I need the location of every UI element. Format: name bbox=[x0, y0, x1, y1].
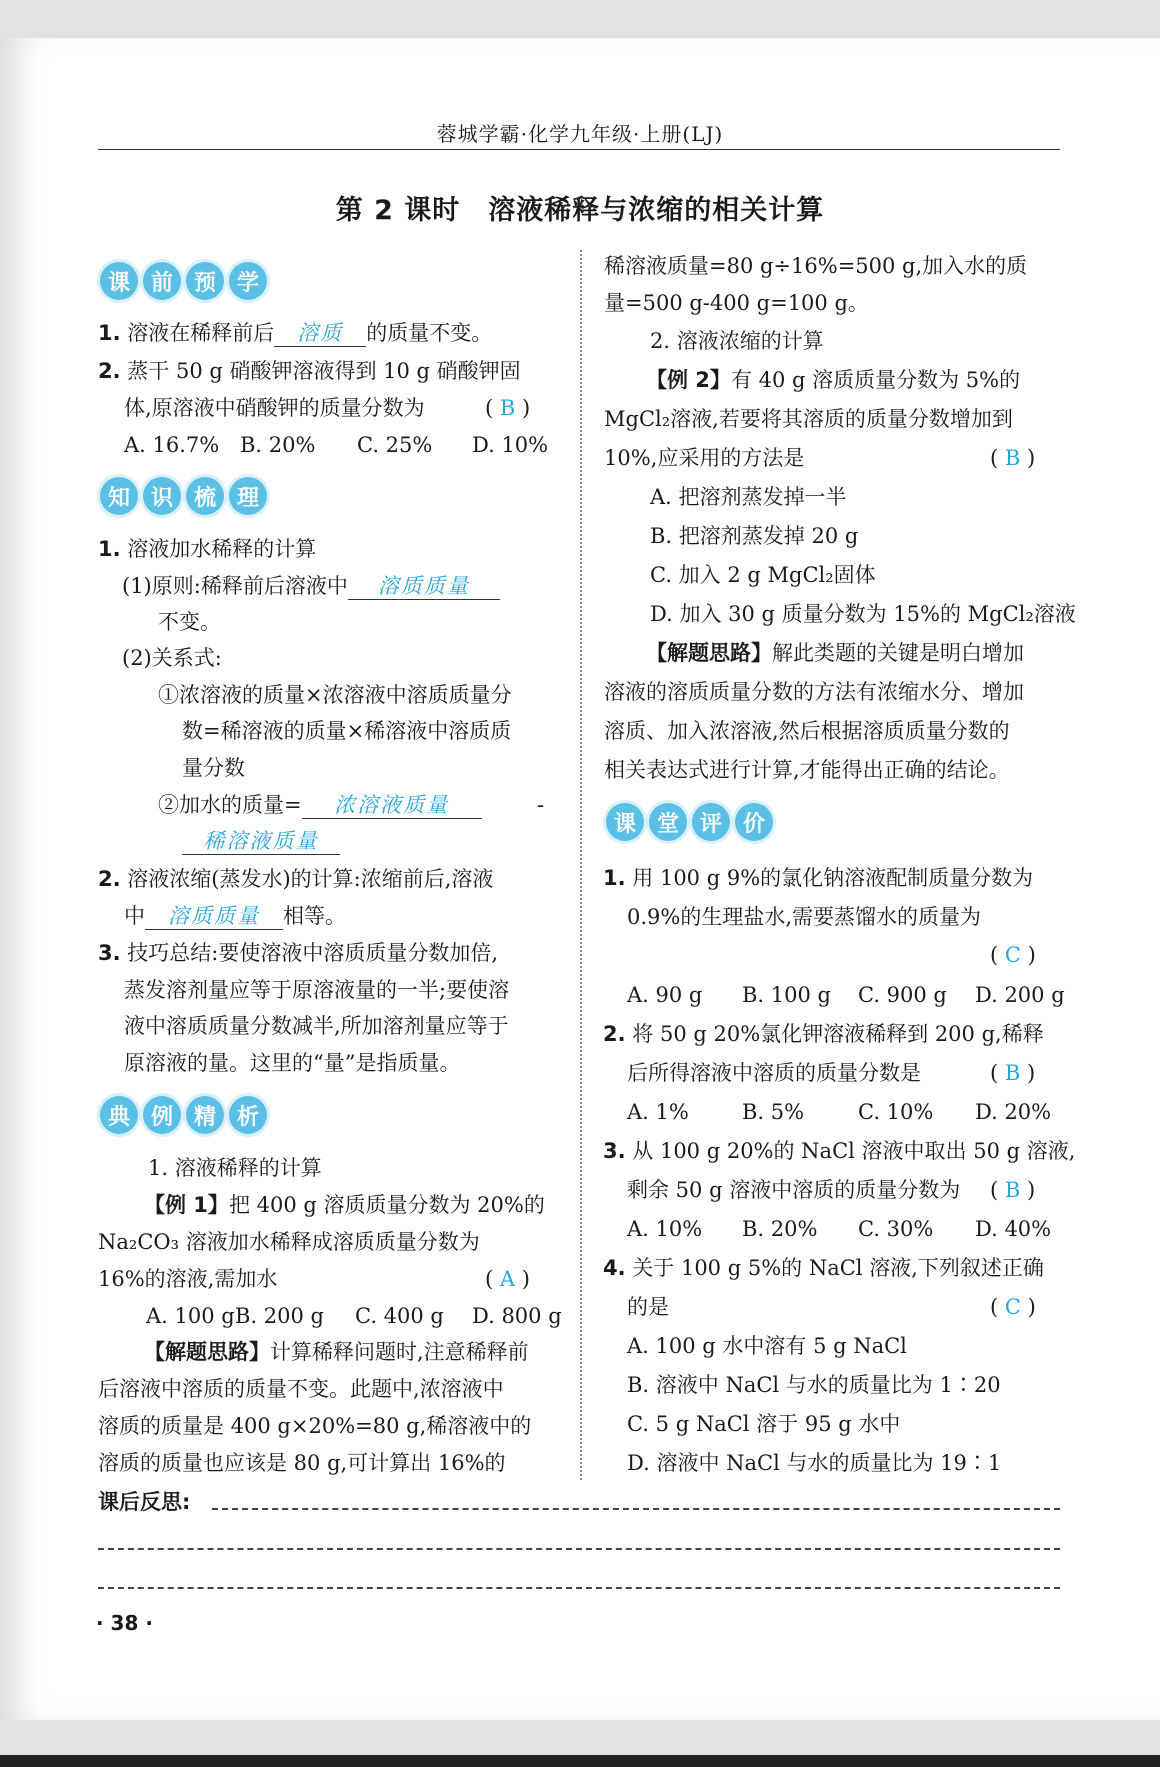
point-text: 蒸发溶剂量应等于原溶液量的一半;要使溶 bbox=[124, 978, 510, 1002]
knowledge-1a bbox=[122, 573, 500, 600]
option-c: C. 30% bbox=[858, 1217, 934, 1241]
question-text: 用 100 g 9%的氯化钠溶液配制质量分数为 bbox=[632, 866, 1034, 890]
badge-char: 课 bbox=[606, 803, 644, 841]
point-text: 溶液浓缩(蒸发水)的计算:浓缩前后,溶液 bbox=[127, 867, 494, 891]
badge-char: 知 bbox=[100, 477, 138, 515]
option-b: B. 把溶剂蒸发掉 20 g bbox=[650, 524, 859, 548]
column-divider bbox=[580, 250, 582, 1480]
example-text: 有 40 g 溶质质量分数为 5%的 bbox=[730, 368, 1021, 392]
option-b: B. 200 g bbox=[235, 1304, 324, 1328]
question-text: 的质量不变。 bbox=[366, 321, 493, 345]
lesson-title: 第 2 课时 溶液稀释与浓缩的相关计算 bbox=[335, 195, 825, 226]
option-a: A. 1% bbox=[627, 1100, 689, 1124]
paren: ) bbox=[522, 396, 531, 420]
solution-text: 溶质的质量是 400 g×20%=80 g,稀溶液中的 bbox=[98, 1414, 532, 1438]
badge-char: 课 bbox=[100, 262, 138, 300]
question-text: 后所得溶液中溶质的质量分数是 bbox=[627, 1061, 921, 1085]
formula-2-line2 bbox=[182, 828, 340, 855]
option-b: B. 20% bbox=[742, 1217, 818, 1241]
point-text: 技巧总结:要使溶液中溶质质量分数加倍, bbox=[127, 941, 499, 965]
point-text: 原溶液的量。这里的“量”是指质量。 bbox=[124, 1051, 461, 1075]
question-text: 蒸干 50 g 硝酸钾溶液得到 10 g 硝酸钾固 bbox=[127, 359, 521, 383]
badge-char: 析 bbox=[229, 1096, 267, 1134]
preview-q2-answer bbox=[485, 395, 530, 421]
question-text: 溶液在稀释前后 bbox=[127, 321, 275, 345]
solution-text: 后溶液中溶质的质量不变。此题中,浓溶液中 bbox=[98, 1377, 504, 1401]
option-c: C. 900 g bbox=[858, 983, 947, 1007]
option-a: A. 100 g 水中溶有 5 g NaCl bbox=[627, 1334, 907, 1358]
answer-blank: 浓溶液质量 bbox=[302, 792, 482, 819]
example-1-answer: ( A ) bbox=[485, 1267, 530, 1291]
badge-char: 梳 bbox=[186, 477, 224, 515]
badge-char: 学 bbox=[229, 262, 267, 300]
badge-char: 评 bbox=[692, 803, 730, 841]
paren: ( bbox=[485, 396, 494, 420]
solution-text: 稀溶液质量=80 g÷16%=500 g,加入水的质 bbox=[604, 254, 1028, 278]
eval-q3 bbox=[603, 1138, 1075, 1164]
page-number: · 38 · bbox=[96, 1611, 153, 1635]
answer-choice: B bbox=[1004, 446, 1021, 470]
section-badge-preview bbox=[100, 262, 267, 300]
knowledge-2 bbox=[98, 866, 493, 892]
option-a: A. 90 g bbox=[627, 983, 703, 1007]
option-c: C. 400 g bbox=[355, 1304, 444, 1328]
answer-choice: C bbox=[1004, 943, 1021, 967]
option-d: D. 10% bbox=[472, 433, 549, 457]
formula-2 bbox=[158, 792, 482, 819]
option-a: A. 100 g bbox=[146, 1304, 235, 1328]
knowledge-3 bbox=[98, 940, 498, 966]
eval-q2 bbox=[603, 1021, 1044, 1047]
badge-char: 精 bbox=[186, 1096, 224, 1134]
example-1-solution bbox=[144, 1339, 529, 1365]
option-d: D. 20% bbox=[975, 1100, 1052, 1124]
reflection-line[interactable] bbox=[212, 1508, 1060, 1510]
question-number: 3. bbox=[603, 1139, 626, 1163]
badge-char: 典 bbox=[100, 1096, 138, 1134]
option-b: B. 100 g bbox=[742, 983, 831, 1007]
example-label: 【例 1】 bbox=[144, 1193, 229, 1217]
solution-label: 【解题思路】 bbox=[646, 641, 772, 665]
question-text: 的是 bbox=[627, 1295, 669, 1319]
question-number: 1. bbox=[603, 866, 626, 890]
option-c: C. 10% bbox=[858, 1100, 934, 1124]
formula-line: 量分数 bbox=[182, 756, 245, 780]
eval-q4-answer: ( C ) bbox=[990, 1295, 1036, 1319]
option-a: A. 10% bbox=[627, 1217, 703, 1241]
question-text: 将 50 g 20%氯化钾溶液稀释到 200 g,稀释 bbox=[632, 1022, 1044, 1046]
question-number: 2. bbox=[603, 1022, 626, 1046]
question-number: 1. bbox=[98, 321, 121, 345]
badge-char: 预 bbox=[186, 262, 224, 300]
option-d: D. 800 g bbox=[472, 1304, 562, 1328]
solution-text: 计算稀释问题时,注意稀释前 bbox=[270, 1340, 529, 1364]
badge-char: 价 bbox=[735, 803, 773, 841]
question-number: 4. bbox=[603, 1256, 626, 1280]
reflection-line[interactable] bbox=[98, 1548, 1060, 1550]
formula-line: ①浓溶液的质量×浓溶液中溶质质量分 bbox=[158, 683, 512, 707]
eval-q2-answer: ( B ) bbox=[990, 1061, 1036, 1085]
answer-blank: 溶质质量 bbox=[348, 573, 500, 600]
answer-blank: 稀溶液质量 bbox=[182, 828, 340, 855]
eval-q4 bbox=[603, 1255, 1044, 1281]
solution-text: 溶质的质量也应该是 80 g,可计算出 16%的 bbox=[98, 1451, 506, 1475]
point-text: (1)原则:稀释前后溶液中 bbox=[122, 574, 348, 598]
header-rule bbox=[98, 149, 1060, 150]
preview-q2 bbox=[98, 358, 521, 384]
option-d: D. 溶液中 NaCl 与水的质量比为 19∶1 bbox=[627, 1451, 1002, 1475]
point-title: 溶液加水稀释的计算 bbox=[127, 537, 317, 561]
question-number: 2. bbox=[98, 867, 121, 891]
knowledge-1-title bbox=[98, 536, 316, 562]
answer-blank: 溶质 bbox=[274, 320, 366, 347]
answer-blank: 溶质质量 bbox=[145, 903, 283, 930]
question-text: 从 100 g 20%的 NaCl 溶液中取出 50 g 溶液, bbox=[632, 1139, 1076, 1163]
option-c: C. 5 g NaCl 溶于 95 g 水中 bbox=[627, 1412, 901, 1436]
example-label: 【例 2】 bbox=[646, 368, 731, 392]
badge-char: 理 bbox=[229, 477, 267, 515]
question-number: 1. bbox=[98, 537, 121, 561]
example-text: 10%,应采用的方法是 bbox=[604, 446, 805, 470]
answer-choice: B bbox=[499, 396, 516, 420]
answer-choice: C bbox=[1004, 1295, 1021, 1319]
badge-char: 识 bbox=[143, 477, 181, 515]
question-text: 关于 100 g 5%的 NaCl 溶液,下列叙述正确 bbox=[632, 1256, 1044, 1280]
badge-char: 前 bbox=[143, 262, 181, 300]
badge-char: 堂 bbox=[649, 803, 687, 841]
preview-q1 bbox=[98, 320, 492, 347]
solution-text: 溶液的溶质质量分数的方法有浓缩水分、增加 bbox=[604, 680, 1024, 704]
minus-sign: - bbox=[537, 793, 545, 817]
section-badge-evaluation bbox=[606, 803, 773, 841]
option-b: B. 溶液中 NaCl 与水的质量比为 1∶20 bbox=[627, 1373, 1001, 1397]
preview-q2-line2: 体,原溶液中硝酸钾的质量分数为 bbox=[124, 396, 425, 420]
example-2-solution bbox=[646, 640, 1024, 666]
option-d: D. 200 g bbox=[975, 983, 1065, 1007]
example-2 bbox=[646, 367, 1020, 393]
option-b: B. 20% bbox=[240, 433, 316, 457]
question-text: 0.9%的生理盐水,需要蒸馏水的质量为 bbox=[627, 905, 982, 929]
running-header: 蓉城学霸·化学九年级·上册(LJ) bbox=[436, 122, 724, 146]
option-c: C. 25% bbox=[357, 433, 433, 457]
eval-q3-answer: ( B ) bbox=[990, 1178, 1036, 1202]
point-text: 液中溶质质量分数减半,所加溶剂量应等于 bbox=[124, 1014, 509, 1038]
solution-text: 相关表达式进行计算,才能得出正确的结论。 bbox=[604, 758, 1010, 782]
badge-char: 例 bbox=[143, 1096, 181, 1134]
question-number: 3. bbox=[98, 941, 121, 965]
option-d: D. 40% bbox=[975, 1217, 1052, 1241]
solution-text: 解此类题的关键是明白增加 bbox=[772, 641, 1024, 665]
example-2-answer: ( B ) bbox=[990, 446, 1036, 470]
section-badge-knowledge bbox=[100, 477, 267, 515]
option-a: A. 16.7% bbox=[124, 433, 220, 457]
example-text: Na₂CO₃ 溶液加水稀释成溶质质量分数为 bbox=[98, 1230, 480, 1254]
point-text: 中 bbox=[124, 904, 145, 928]
section-badge-examples bbox=[100, 1096, 267, 1134]
reflection-label: 课后反思: bbox=[98, 1490, 191, 1514]
knowledge-2-line2 bbox=[124, 903, 346, 930]
point-text: 相等。 bbox=[283, 904, 346, 928]
reflection-line[interactable] bbox=[98, 1587, 1060, 1589]
point-text: 不变。 bbox=[158, 610, 221, 634]
answer-choice: A bbox=[499, 1267, 516, 1291]
formula-line: 数=稀溶液的质量×稀溶液中溶质质 bbox=[182, 719, 512, 743]
solution-text: 溶质、加入浓溶液,然后根据溶质质量分数的 bbox=[604, 719, 1010, 743]
example-text: 把 400 g 溶质质量分数为 20%的 bbox=[228, 1193, 545, 1217]
eval-q1 bbox=[603, 865, 1033, 891]
question-text: 剩余 50 g 溶液中溶质的质量分数为 bbox=[627, 1178, 961, 1202]
solution-text: 量=500 g-400 g=100 g。 bbox=[604, 291, 869, 315]
answer-choice: B bbox=[1004, 1178, 1021, 1202]
eval-q1-answer: ( C ) bbox=[990, 943, 1036, 967]
example-text: MgCl₂溶液,若要将其溶质的质量分数增加到 bbox=[604, 407, 1013, 431]
formula-line: ②加水的质量= bbox=[158, 793, 302, 817]
option-a: A. 把溶剂蒸发掉一半 bbox=[650, 485, 847, 509]
option-d: D. 加入 30 g 质量分数为 15%的 MgCl₂溶液 bbox=[650, 602, 1076, 626]
question-number: 2. bbox=[98, 359, 121, 383]
option-b: B. 5% bbox=[742, 1100, 805, 1124]
point-text: (2)关系式: bbox=[122, 646, 222, 670]
example-1 bbox=[144, 1192, 545, 1218]
example-text: 16%的溶液,需加水 bbox=[98, 1267, 278, 1291]
example-heading: 1. 溶液稀释的计算 bbox=[148, 1156, 322, 1180]
option-c: C. 加入 2 g MgCl₂固体 bbox=[650, 563, 876, 587]
solution-label: 【解题思路】 bbox=[144, 1340, 270, 1364]
bottom-bar bbox=[0, 1755, 1160, 1767]
example-heading: 2. 溶液浓缩的计算 bbox=[650, 329, 824, 353]
answer-choice: B bbox=[1004, 1061, 1021, 1085]
